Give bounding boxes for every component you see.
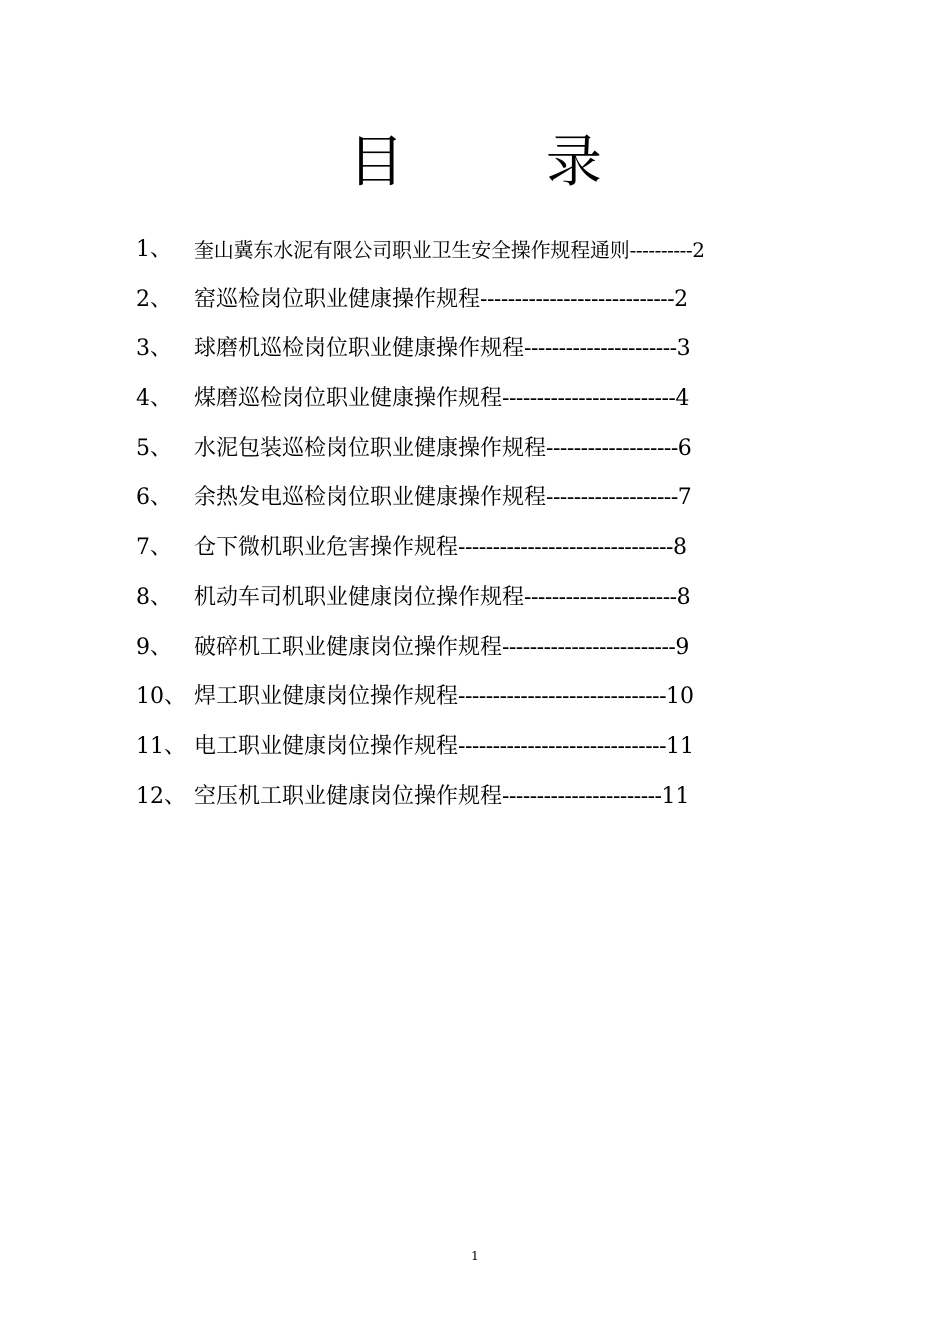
toc-entry-number: 8、 [136, 584, 172, 610]
toc-entry-page: 2 [692, 238, 705, 262]
toc-entry[interactable] [136, 282, 796, 332]
toc-entry-title: 电工职业健康岗位操作规程------------------------------11 [194, 733, 695, 759]
toc-entry[interactable] [136, 630, 796, 680]
toc-entry-number: 3、 [136, 336, 172, 362]
toc-entry-leader: ------------------------------ [458, 684, 667, 710]
toc-entry-page: 10 [666, 684, 695, 710]
toc-entry-page: 2 [674, 286, 689, 312]
toc-entry[interactable] [136, 530, 796, 580]
toc-entry-leader: ------------------------------ [458, 733, 667, 759]
toc-entry-leader: ------------------- [546, 485, 678, 511]
toc-entry[interactable] [136, 480, 796, 530]
toc-entry-page: 11 [666, 733, 695, 759]
toc-entry-page: 7 [677, 485, 692, 511]
toc-entry-title: 球磨机巡检岗位职业健康操作规程----------------------3 [194, 336, 691, 362]
toc-entry-number: 7、 [136, 535, 172, 561]
toc-entry-page: 11 [661, 783, 690, 809]
toc-entry-leader: ---------------------- [524, 584, 677, 610]
toc-entry-number: 4、 [136, 386, 172, 412]
toc-entry[interactable] [136, 381, 796, 431]
toc-entry-title: 奎山冀东水泥有限公司职业卫生安全操作规程通则----------2 [194, 238, 705, 262]
toc-entry-leader: ---------------------- [524, 336, 677, 362]
toc-entry-page: 3 [676, 336, 691, 362]
toc-entry-leader: ------------------------- [502, 634, 676, 660]
toc-entry[interactable] [136, 431, 796, 481]
toc-entry-page: 6 [677, 435, 692, 461]
toc-entry-leader: ------------------------- [502, 386, 676, 412]
toc-entry-number: 5、 [136, 435, 172, 461]
toc-entry[interactable] [136, 679, 796, 729]
toc-entry-number: 11、 [136, 733, 186, 759]
toc-entry-number: 10、 [136, 684, 186, 710]
toc-entry-page: 4 [675, 386, 690, 412]
toc-entry-title: 机动车司机职业健康岗位操作规程----------------------8 [194, 584, 691, 610]
toc-entry[interactable] [136, 580, 796, 630]
toc-entry-number: 9、 [136, 634, 172, 660]
toc-entry-leader: ----------------------- [502, 783, 662, 809]
page-title: 目 录 [348, 130, 664, 195]
toc-entry-leader: ---------- [629, 238, 693, 262]
toc-entry-number: 6、 [136, 485, 172, 511]
toc-entry-number: 12、 [136, 783, 186, 809]
toc-entry-number: 2、 [136, 286, 172, 312]
toc-entry[interactable] [136, 779, 796, 829]
toc-entry-page: 9 [675, 634, 690, 660]
toc-entry[interactable] [136, 331, 796, 381]
toc-entry-leader: ------------------- [546, 435, 678, 461]
toc-entry-title: 空压机工职业健康岗位操作规程-----------------------11 [194, 783, 690, 809]
toc-entry-title: 余热发电巡检岗位职业健康操作规程-------------------7 [194, 485, 692, 511]
toc-entry[interactable] [136, 729, 796, 779]
toc-entry-leader: ------------------------------- [458, 535, 673, 561]
toc-entry-title: 窑巡检岗位职业健康操作规程----------------------------2 [194, 286, 689, 312]
toc-entry-number: 1、 [136, 237, 172, 262]
toc-entry-page: 8 [672, 535, 687, 561]
toc-entry-title: 水泥包装巡检岗位职业健康操作规程-------------------6 [194, 435, 692, 461]
table-of-contents [136, 232, 796, 828]
page-number: 1 [471, 1249, 479, 1263]
toc-entry-title: 破碎机工职业健康岗位操作规程-------------------------9 [194, 634, 690, 660]
toc-entry-page: 8 [676, 584, 691, 610]
toc-entry-title: 仓下微机职业危害操作规程-------------------------------8 [194, 535, 687, 561]
toc-entry-leader: ---------------------------- [480, 286, 675, 312]
toc-entry-title: 焊工职业健康岗位操作规程------------------------------10 [194, 684, 695, 710]
toc-entry[interactable] [136, 232, 796, 282]
toc-entry-title: 煤磨巡检岗位职业健康操作规程-------------------------4 [194, 386, 690, 412]
